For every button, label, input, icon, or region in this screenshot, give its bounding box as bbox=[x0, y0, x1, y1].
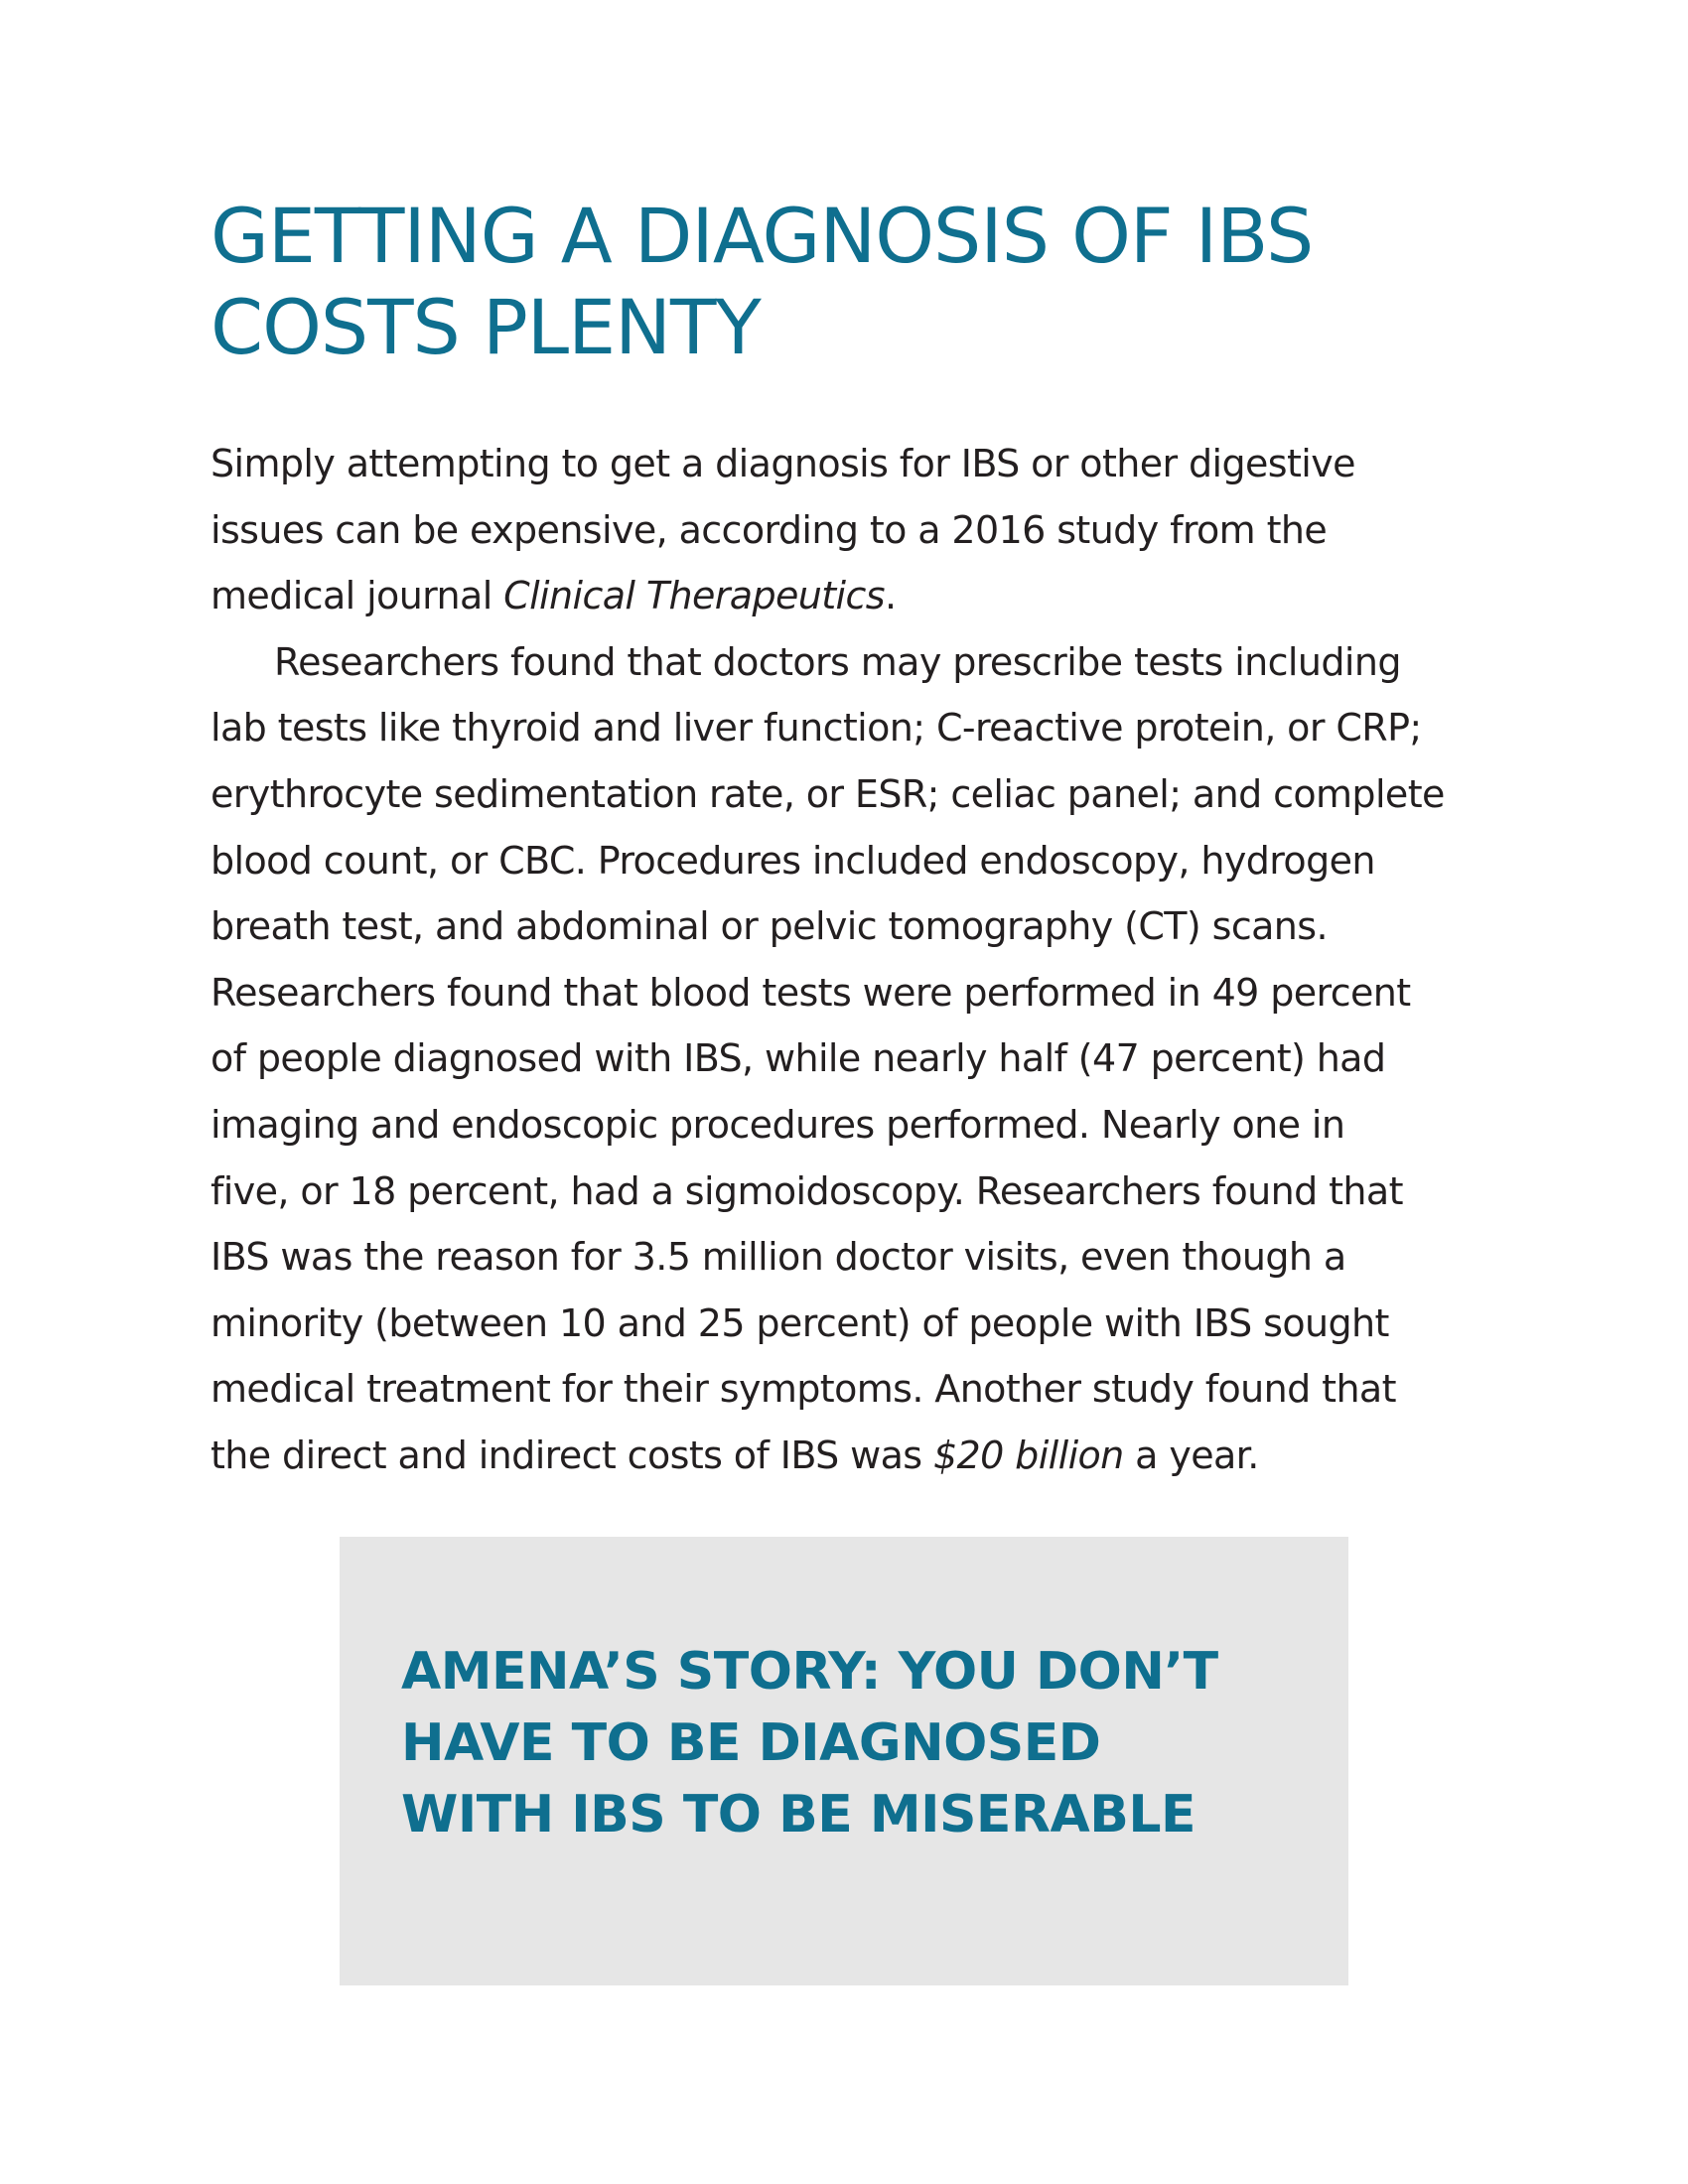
text-line: issues can be expensive, according to a 2016 study from the bbox=[211, 507, 1328, 552]
page-title-line-1: GETTING A DIAGNOSIS OF IBS bbox=[211, 192, 1314, 280]
article-body bbox=[211, 431, 1501, 1489]
text-line: imaging and endoscopic procedures performed. Nearly one in bbox=[211, 1102, 1345, 1147]
callout-title-line-1: AMENA’S STORY: YOU DON’T bbox=[401, 1642, 1218, 1702]
text-line: blood count, or CBC. Procedures included endoscopy, hydrogen bbox=[211, 838, 1375, 883]
text-line: five, or 18 percent, had a sigmoidoscopy. Researchers found that bbox=[211, 1168, 1403, 1213]
callout-title-line-2: HAVE TO BE DIAGNOSED bbox=[401, 1713, 1101, 1773]
text-line: erythrocyte sedimentation rate, or ESR; celiac panel; and complete bbox=[211, 771, 1445, 816]
page-title bbox=[211, 191, 1501, 373]
text-line: medical treatment for their symptoms. Another study found that bbox=[211, 1367, 1396, 1412]
text-line: lab tests like thyroid and liver function; C-reactive protein, or CRP; bbox=[211, 706, 1422, 751]
text-line: of people diagnosed with IBS, while nearly half (47 percent) had bbox=[211, 1036, 1386, 1081]
text-line: Researchers found that blood tests were performed in 49 percent bbox=[211, 970, 1411, 1015]
text-line: IBS was the reason for 3.5 million doctor visits, even though a bbox=[211, 1235, 1346, 1280]
text-line: breath test, and abdominal or pelvic tomography (CT) scans. bbox=[211, 904, 1328, 949]
paragraph-findings bbox=[211, 629, 1501, 1489]
callout-title-line-3: WITH IBS TO BE MISERABLE bbox=[401, 1785, 1196, 1844]
text-line: minority (between 10 and 25 percent) of people with IBS sought bbox=[211, 1300, 1389, 1345]
paragraph-intro bbox=[211, 431, 1501, 629]
journal-title: Clinical Therapeutics bbox=[503, 574, 885, 618]
cost-figure: $20 billion bbox=[932, 1433, 1124, 1477]
text-run: medical journal bbox=[211, 574, 504, 618]
text-line: Researchers found that doctors may prescribe tests including bbox=[274, 639, 1401, 684]
page-title-line-2: COSTS PLENTY bbox=[211, 283, 761, 371]
text-run: a year. bbox=[1123, 1433, 1259, 1477]
callout-title bbox=[401, 1636, 1325, 1850]
text-line bbox=[211, 1423, 1501, 1489]
text-line bbox=[211, 563, 1501, 629]
story-callout-box bbox=[340, 1537, 1348, 1985]
text-run: the direct and indirect costs of IBS was bbox=[211, 1433, 933, 1477]
text-run: . bbox=[884, 574, 897, 618]
text-line: Simply attempting to get a diagnosis for IBS or other digestive bbox=[211, 442, 1355, 485]
